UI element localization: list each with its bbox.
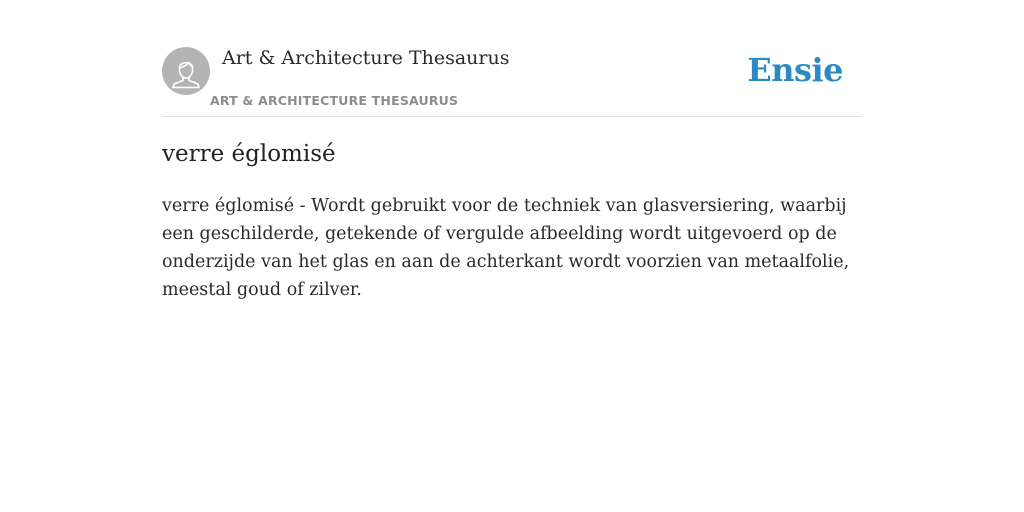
source-subtitle[interactable]: ART & ARCHITECTURE THESAURUS bbox=[210, 93, 459, 108]
source-title[interactable]: Art & Architecture Thesaurus bbox=[222, 47, 510, 69]
source-header bbox=[162, 46, 862, 117]
avatar[interactable] bbox=[162, 47, 210, 95]
user-icon bbox=[162, 47, 210, 95]
entry-definition: verre églomisé - Wordt gebruikt voor de techniek van glasversiering, waarbij een geschilderde, getekende of vergulde afbeelding wordt uitgevoerd op de onderzijde van het glas en aan de achterkant wordt voorzien van metaalfolie, meestal goud of zilver. bbox=[162, 196, 850, 300]
entry-term: verre églomisé bbox=[162, 141, 336, 167]
brand-logo[interactable]: Ensie bbox=[747, 51, 843, 89]
